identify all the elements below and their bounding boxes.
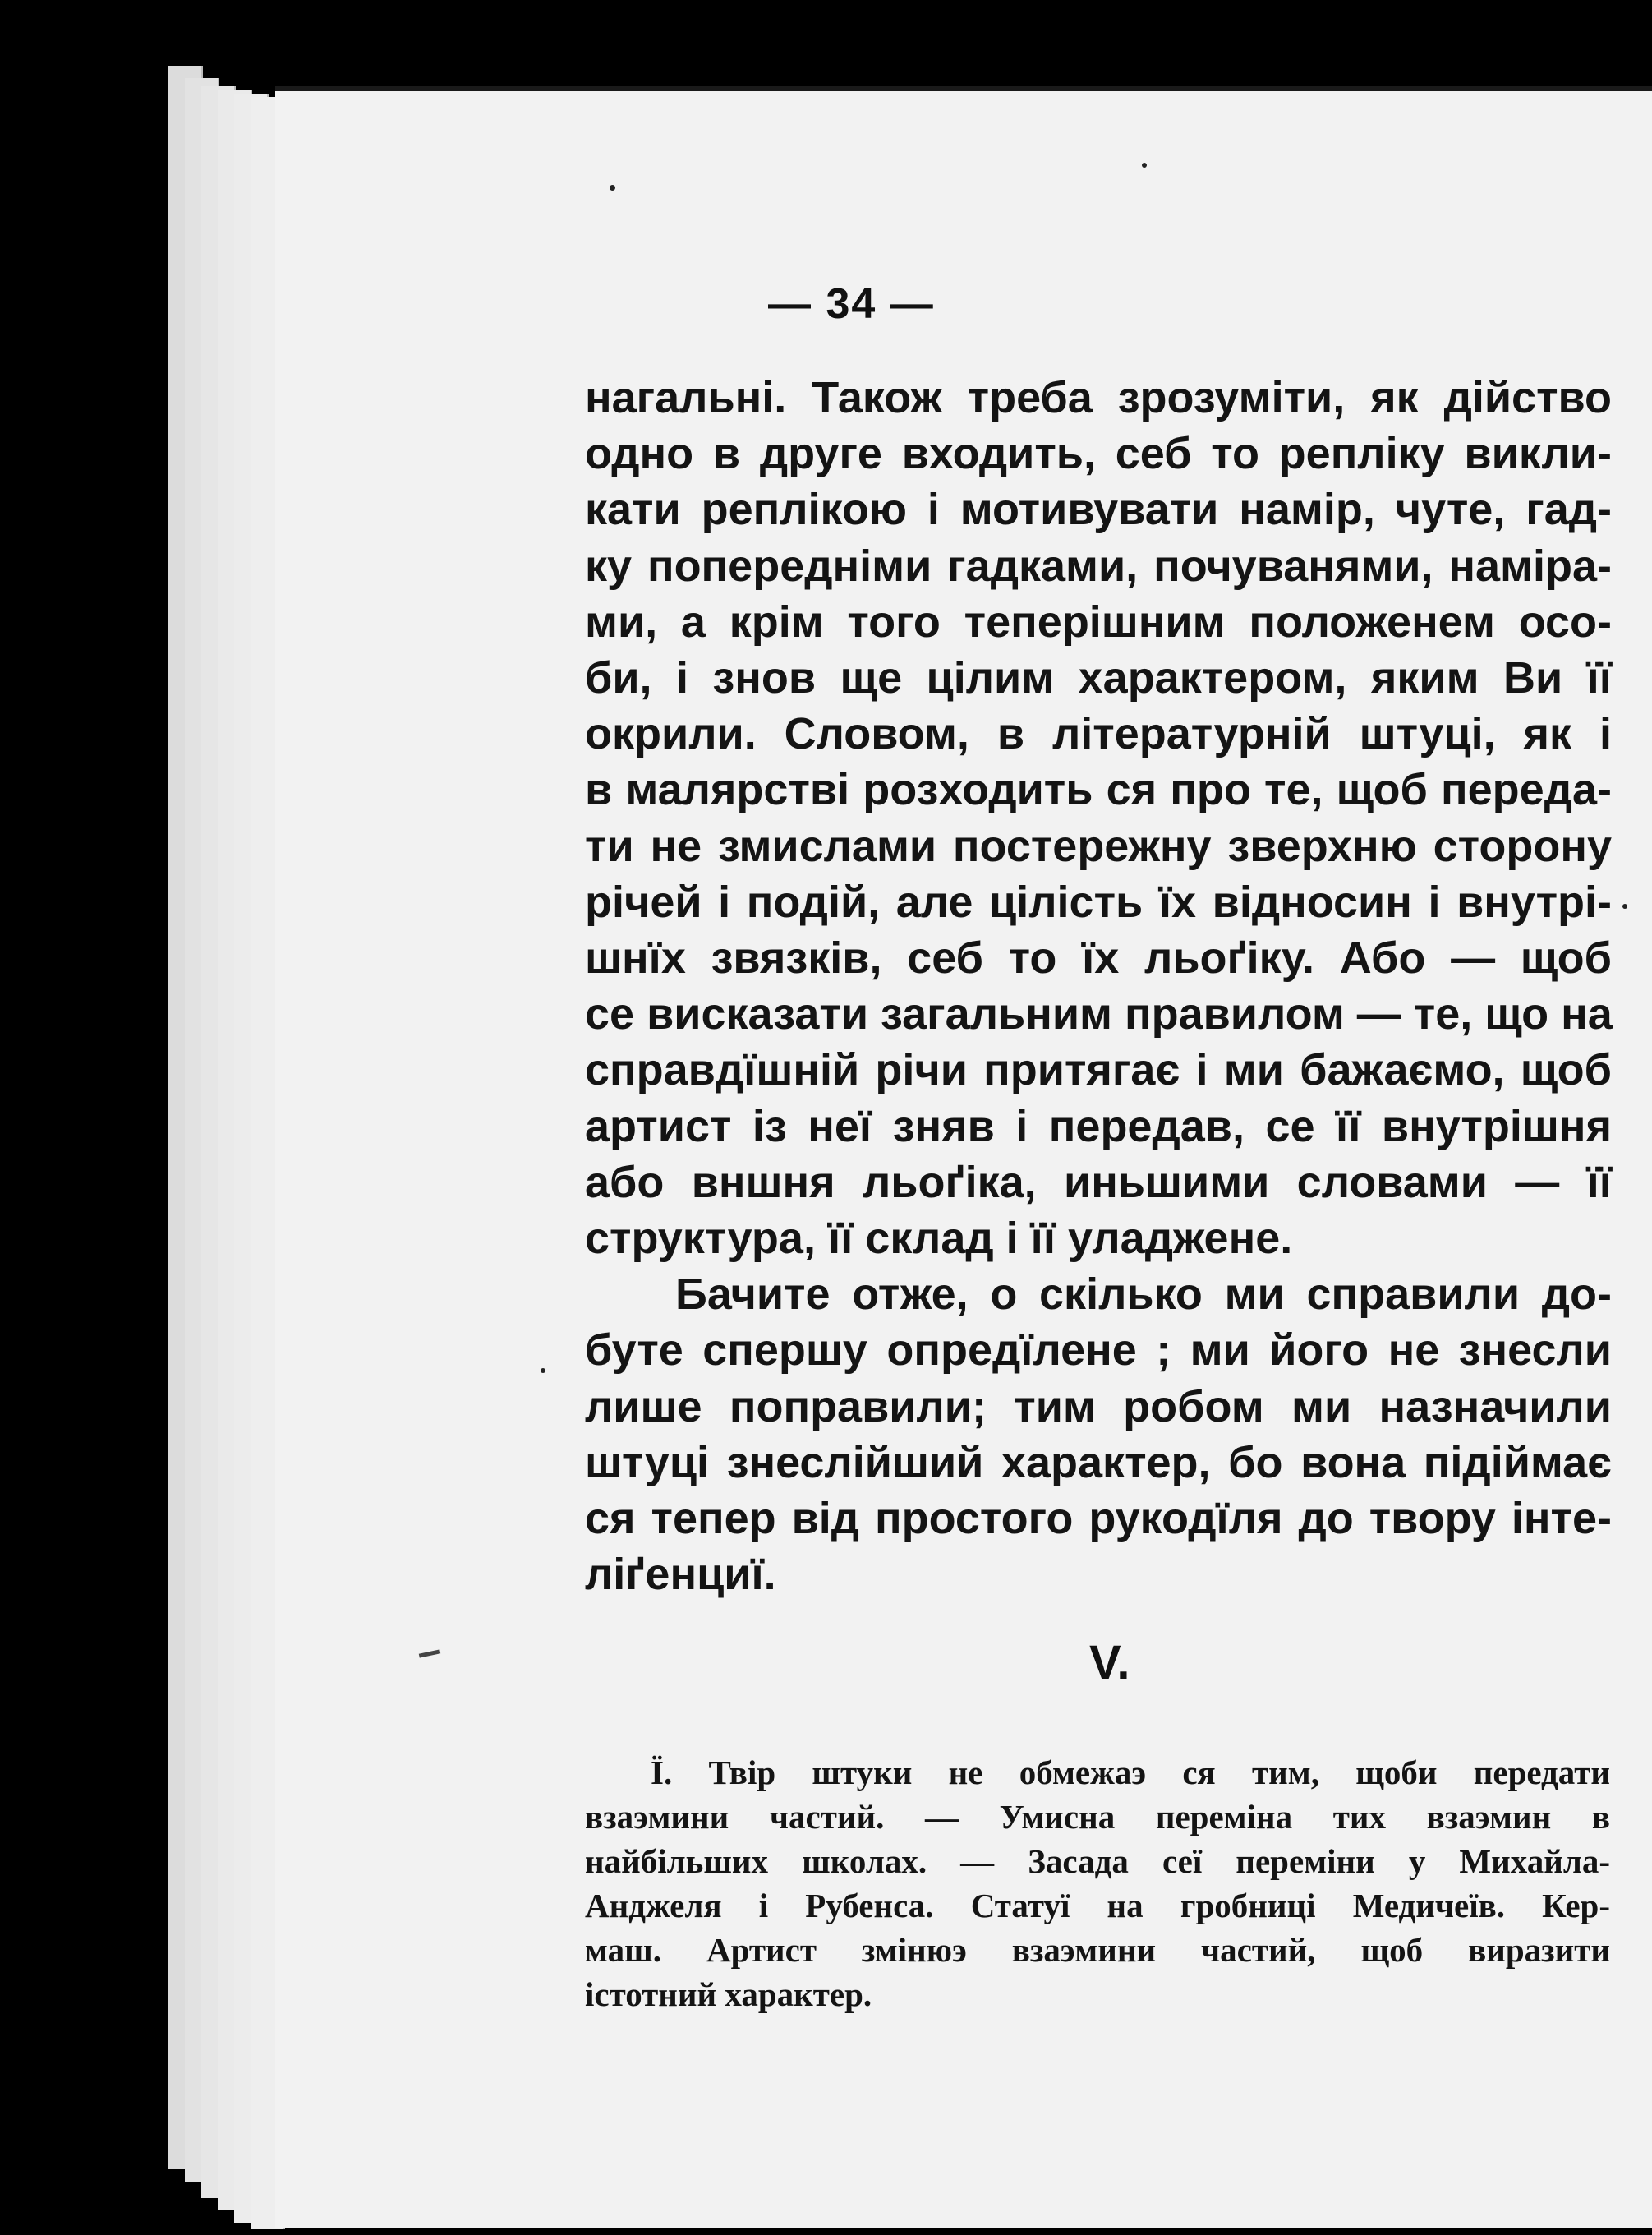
text-line: справдїшній річи притягає і ми бажаємо, щоб — [585, 1045, 1612, 1095]
summary-line: Ї. Твір штуки не обмежаэ ся тим, щоби передати — [651, 1753, 1610, 1791]
text-line: або вншня льоґіка, иньшими словами — її — [585, 1157, 1612, 1207]
section-heading: V. — [1089, 1636, 1130, 1689]
scan-speck — [1142, 163, 1147, 168]
scan-speck — [1622, 904, 1627, 909]
summary-line: Анджеля і Рубенса. Статуї на гробниці Медичеїв. Кер- — [585, 1887, 1610, 1924]
text-line: в малярстві розходить ся про те, щоб переда- — [585, 765, 1612, 815]
text-line: би, і знов ще цілим характером, яким Ви її — [585, 653, 1612, 703]
text-line: лише поправили; тим робом ми назначили — [585, 1381, 1612, 1431]
text-line: Бачите отже, о скілько ми справили до- — [675, 1270, 1612, 1320]
text-line: одно в друге входить, себ то репліку викли- — [585, 429, 1612, 479]
text-line: нагальні. Також треба зрозуміти, як дійство — [585, 373, 1612, 422]
page-number: — 34 — — [768, 280, 935, 328]
body-text — [585, 370, 1612, 1602]
summary-line: маш. Артист змінюэ взаэмини частий, щоб виразити — [585, 1931, 1610, 1969]
text-line: структура, її склад і її уладжене. — [585, 1214, 1293, 1264]
text-line: артист із неї зняв і передав, се її внутрішня — [585, 1101, 1612, 1151]
text-line: ку попередніми гадками, почуванями, наміра- — [585, 541, 1612, 591]
text-line: річей і подій, але цілість їх відносин і внутрі- — [585, 877, 1612, 927]
scan-speck — [541, 1368, 545, 1373]
text-line: окрили. Словом, в літературній штуці, як і — [585, 709, 1612, 759]
text-line: ти не змислами постережну зверхню сторону — [585, 821, 1612, 871]
text-line: штуці знеслійший характер, бо вона підіймає — [585, 1437, 1612, 1487]
text-line: ся тепер від простого рукодїля до твору інте- — [585, 1494, 1612, 1544]
scan-speck — [610, 185, 615, 191]
text-line: буте спершу опредїлене ; ми його не знесли — [585, 1325, 1612, 1376]
text-line: се висказати загальним правилом — те, що на — [585, 989, 1613, 1039]
text-line: ми, а крім того теперішним положенем осо- — [585, 597, 1612, 647]
summary-line: найбільших школах. — Засада сеї переміни у Михайла- — [585, 1842, 1610, 1880]
text-line: кати реплікою і мотивувати намір, чуте, гад- — [585, 485, 1612, 535]
text-line: шнїх звязків, себ то їх льоґіку. Або — щоб — [585, 933, 1612, 984]
summary-line: істотний характер. — [585, 1975, 872, 2013]
summary-line: взаэмини частий. — Умисна переміна тих взаэмин в — [585, 1798, 1610, 1836]
text-line: ліґенциї. — [585, 1550, 776, 1600]
chapter-summary — [585, 1750, 1610, 2016]
